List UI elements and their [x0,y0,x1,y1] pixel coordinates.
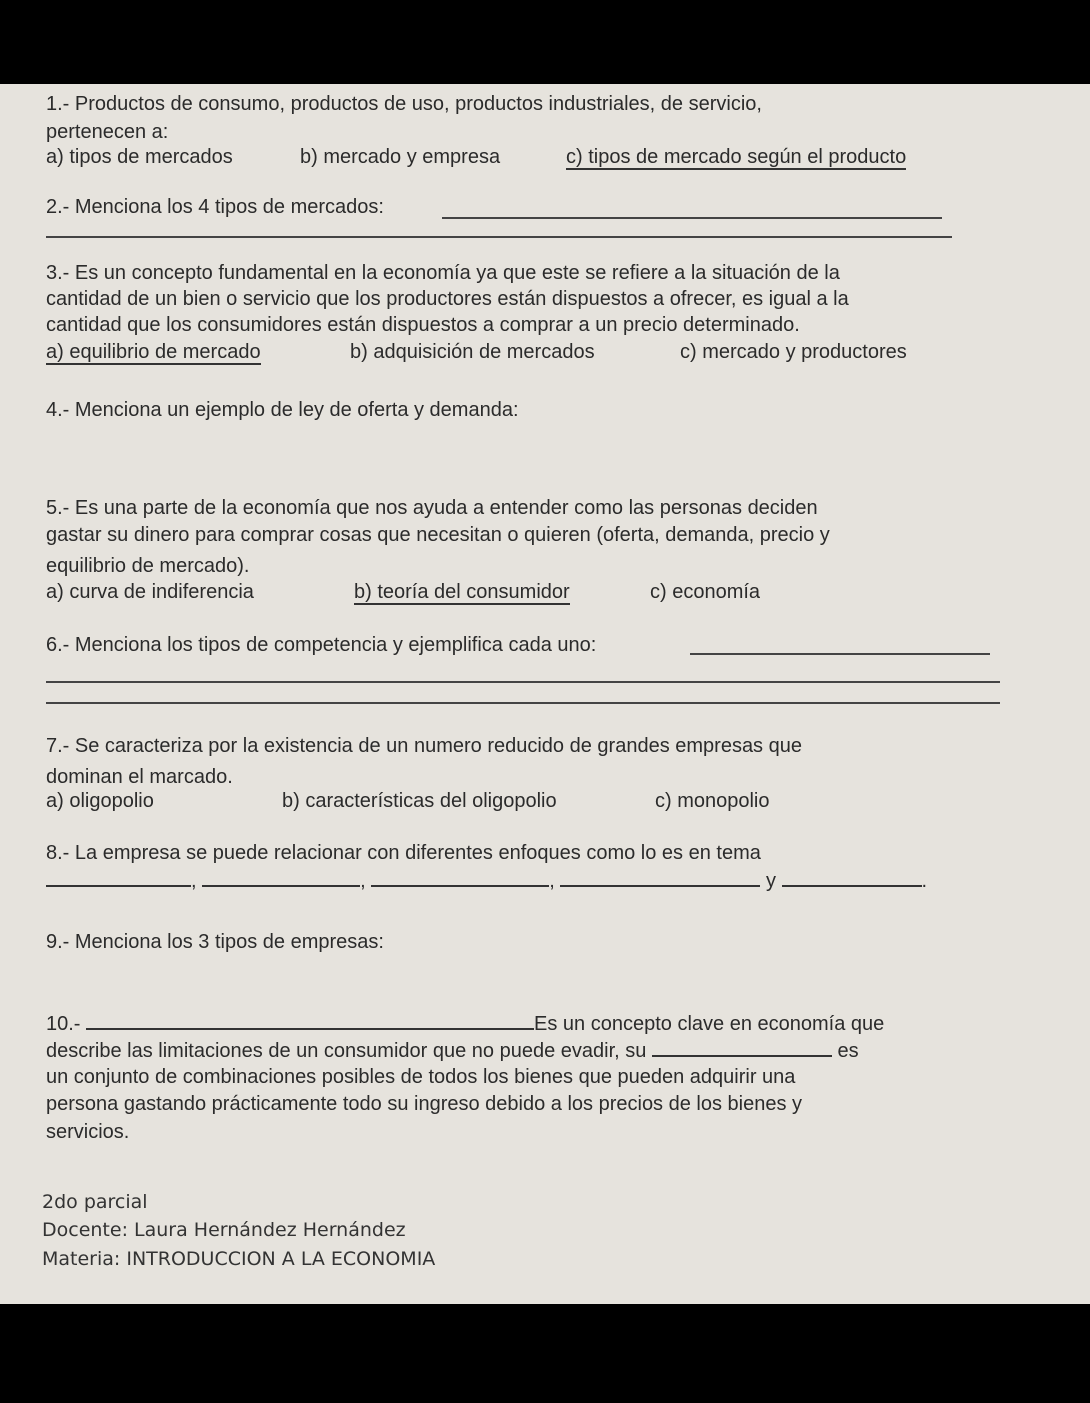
subject-name: Materia: INTRODUCCION A LA ECONOMIA [42,1248,436,1270]
question-7-option-b: b) características del oligopolio [282,790,557,812]
question-1-option-b: b) mercado y empresa [300,146,501,168]
question-7-option-c: c) monopolio [655,790,770,812]
question-8-comma-2: , [360,870,366,892]
question-8-comma-1: , [191,870,197,892]
question-6-text: 6.- Menciona los tipos de competencia y ejemplifica cada uno: [46,634,597,656]
question-7-line-1: 7.- Se caracteriza por la existencia de un numero reducido de grandes empresas que [46,735,802,757]
teacher-name: Docente: Laura Hernández Hernández [42,1219,406,1241]
question-10-line-2-text: describe las limitaciones de un consumidor que no puede evadir, su [46,1040,647,1062]
question-7-option-a: a) oligopolio [46,790,154,812]
question-10-line-4: persona gastando prácticamente todo su ingreso debido a los precios de los bienes y [46,1093,803,1115]
question-7-line-2: dominan el marcado. [46,766,233,788]
question-2-text: 2.- Menciona los 4 tipos de mercados: [46,196,384,218]
question-5-option-b: b) teoría del consumidor [354,581,570,603]
question-8-line-1: 8.- La empresa se puede relacionar con diferentes enfoques como lo es en tema [46,842,761,864]
question-10-line-2 [46,1039,859,1062]
question-10-line-3: un conjunto de combinaciones posibles de todos los bienes que pueden adquirir una [46,1066,796,1088]
question-5-option-a: a) curva de indiferencia [46,581,254,603]
question-8-blank-2[interactable] [202,869,360,887]
question-8-period: . [921,870,928,892]
question-5-line-1: 5.- Es una parte de la economía que nos ayuda a entender como las personas deciden [46,497,818,519]
question-3-line-3: cantidad que los consumidores están dispuestos a comprar a un precio determinado. [46,314,800,336]
question-8-and: y [765,870,776,892]
question-3-option-c: c) mercado y productores [680,341,907,363]
question-3-line-2: cantidad de un bien o servicio que los productores están dispuestos a ofrecer, es igual a la [46,288,849,310]
question-10-blank-2[interactable] [652,1039,832,1057]
question-8-blank-5[interactable] [782,869,922,887]
question-10-line-1 [46,1012,884,1035]
exam-sheet [0,84,1090,1304]
question-8-blank-1[interactable] [46,869,191,887]
question-1-line-2: pertenecen a: [46,121,169,143]
question-6-answer-blank[interactable] [690,653,990,655]
question-4-text: 4.- Menciona un ejemplo de ley de oferta y demanda: [46,399,519,421]
question-3-option-a: a) equilibrio de mercado [46,341,261,363]
question-6-answer-line-2[interactable] [46,702,1000,704]
question-3-option-b: b) adquisición de mercados [350,341,595,363]
question-10-line-5: servicios. [46,1121,130,1143]
question-5-line-2: gastar su dinero para comprar cosas que necesitan o quieren (oferta, demanda, precio y [46,524,830,546]
question-8-blanks [46,869,927,892]
question-1-option-a: a) tipos de mercados [46,146,233,168]
question-1-line-1: 1.- Productos de consumo, productos de uso, productos industriales, de servicio, [46,93,762,115]
question-2-answer-blank[interactable] [442,217,942,219]
question-8-comma-3: , [549,870,555,892]
question-10-answer-blank[interactable] [86,1012,534,1030]
question-3-line-1: 3.- Es un concepto fundamental en la economía ya que este se refiere a la situación de la [46,262,840,284]
question-9-text: 9.- Menciona los 3 tipos de empresas: [46,931,384,953]
question-6-answer-line-1[interactable] [46,681,1000,683]
question-5-option-c: c) economía [650,581,761,603]
question-8-blank-3[interactable] [371,869,549,887]
question-10-line-2-tail: es [837,1040,859,1062]
question-1-option-c: c) tipos de mercado según el producto [566,146,907,168]
question-10-line-1-tail: Es un concepto clave en economía que [534,1013,885,1035]
question-5-line-3: equilibrio de mercado). [46,555,250,577]
question-8-blank-4[interactable] [560,869,760,887]
question-10-number: 10.- [46,1013,81,1035]
question-2-answer-line[interactable] [46,236,952,238]
exam-period: 2do parcial [42,1191,148,1213]
